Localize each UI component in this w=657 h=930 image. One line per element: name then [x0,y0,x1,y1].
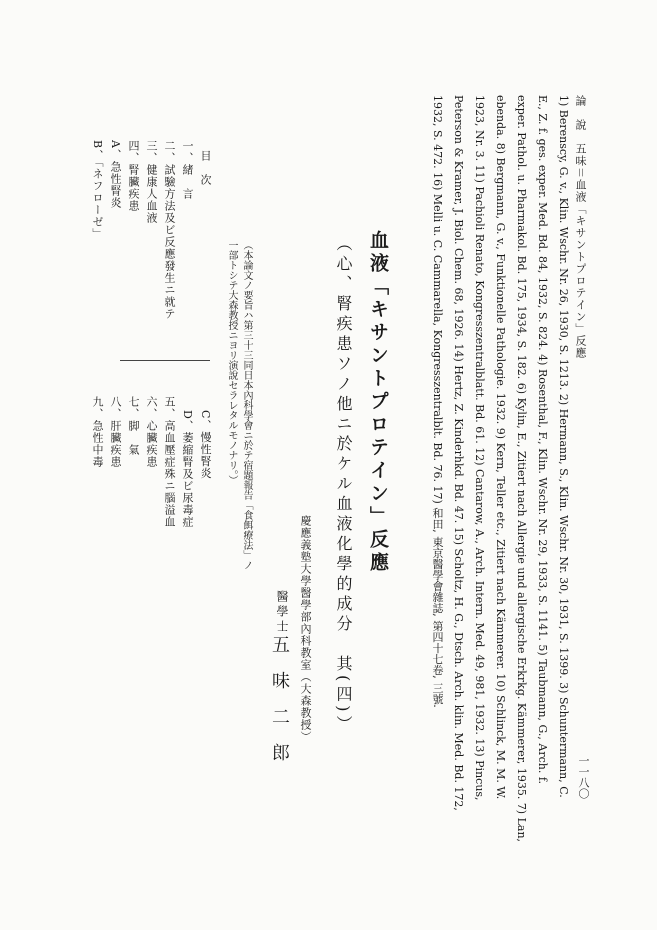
article-subtitle: （心、腎疾患ソノ他ニ於ケル血液化學的成分 其(四)） [334,235,353,736]
toc-item: 九、急性中毒 [91,396,104,468]
toc-item: 八、肝臟疾患 [109,396,122,468]
toc-item: 六、心臟疾患 [145,396,158,468]
toc-item: 三、健康人血液 [145,140,158,224]
toc-item: 二、試驗方法及ビ反應發生ニ就テ [163,140,176,320]
toc-heading: 目 次 [199,150,212,186]
author-degree: 醫學士 [275,590,289,635]
author-name: 五味二郎 [269,635,290,779]
affiliation: 慶應義塾大學醫學部內科教室（大森教授） [299,515,312,743]
reference-line: Peterson & Kramer, J. Biol. Chem. 68, 1926. 14) Hertz, Z. Kinderhkd. Bd. 47. 15) Scholtz, H. G., Dtsch. Arch. klin. Med. Bd. 172, [452,95,465,811]
toc-item: 四、腎臟疾患 [127,140,140,212]
running-header: 論 說 五味＝血液「キサントプロテイン」反應 [574,95,587,359]
toc-item: A、急性腎炎 [109,140,122,209]
page-number: 一一八〇 [577,755,590,799]
toc-item: B、「ネフローゼ」 [91,140,104,240]
paper-note: （本論文ノ要旨ハ第三十三同日本內科學會ニ於テ宿題報告「食餌療法」ノ [241,240,252,570]
reference-line: 1) Berenscy, G. v., Klin. Wschr. Nr. 26, 1930, S. 1213. 2) Hermann, S., Klin. Wschr. Nr. 30, 1931, S. 1399. 3) Schuntermann, C. [557,95,570,798]
toc-item: C、慢性腎炎 [199,410,212,480]
reference-line: 1932, S. 472. 16) Melli u. C. Cammarella, Kongresszentralblt. Bd. 76. 17) 和田, 東京醫學會雜誌, 第四十七卷, 三號. [431,95,444,708]
reference-line: E., Z. f. ges. exper. Med. Bd. 84, 1932, S. 824. 4) Rosenthal, F., Klin. Wschr. Nr. 29, 1933, S. 1141. 5) Taubmann, G., Arch. f. [536,95,549,785]
reference-line: 1923, Nr. 3. 11) Pachioli Renato, Kongresszentralblatt. Bd. 61. 12) Cantarow, A., Arch. Intern. Med. 49, 981, 1932. 13) Pincus, [473,95,486,801]
reference-line: exper. Pathol. u. Pharmakol. Bd. 175, 1934, S. 182. 6) Kylin, E., Zitiert nach Allergie und allergische Erkrkg. Kämmerer, 1935. 7) Lan, [515,95,528,843]
paper-note: 一部トシテ大森教授ニヨリ演說セラレタルモノナリ。） [226,240,237,485]
toc-divider [120,360,210,361]
article-title: 血液「キサントプロテイン」反應 [367,230,389,575]
reference-line: ebenda. 8) Bergmann, G. v., Funktionelle Pathologie. 1932. 9) Kern, Teller etc., Zitiert nach Kämmerer. 10) Schlinck, M. M. W. [494,95,507,800]
toc-item: 五、高血壓症殊ニ腦溢血 [163,396,176,528]
toc-item: 七、脚 氣 [127,396,140,456]
toc-item: D、萎縮腎及ビ尿毒症 [181,410,194,528]
toc-item: 一、緒 言 [181,140,194,200]
